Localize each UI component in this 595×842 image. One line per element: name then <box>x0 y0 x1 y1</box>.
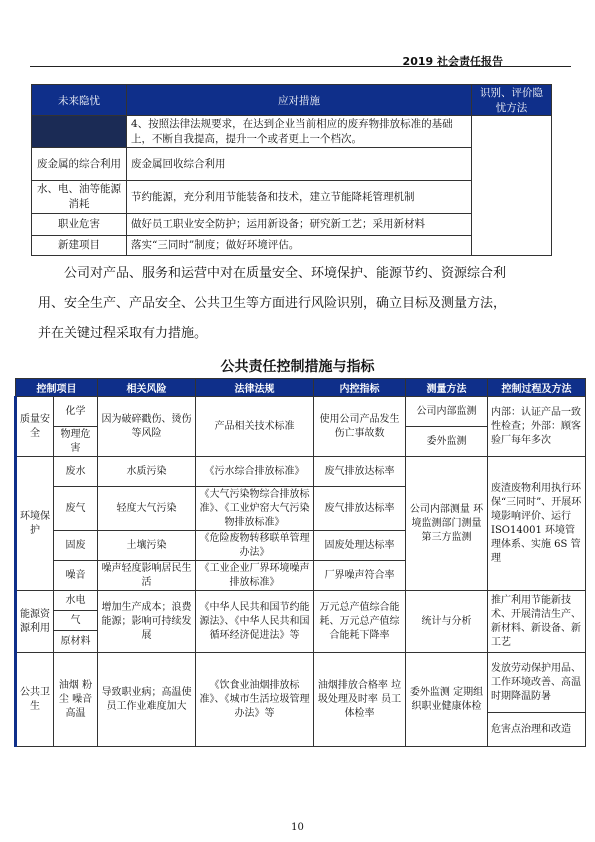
risk-cell <box>32 116 127 148</box>
law-cell: 《饮食业油烟排放标准》、《城市生活垃圾管理办法》等 <box>196 653 314 747</box>
law-cell: 《大气污染物综合排放标准》、《工业炉窑大气污染物排放标准》 <box>196 487 314 531</box>
category-quality: 质量安全 <box>16 397 54 457</box>
indicator-cell: 废气排放达标率 <box>314 457 406 487</box>
body-paragraph-line-3: 并在关键过程采取有力措施。 <box>38 326 208 341</box>
indicator-cell: 油烟排放合格率 垃圾处理及时率 员工体检率 <box>314 653 406 747</box>
ctrl-header-measure: 测量方法 <box>406 379 488 397</box>
sub-item: 气 <box>54 611 98 631</box>
page-number: 10 <box>291 822 304 833</box>
law-cell: 产品相关技术标准 <box>196 397 314 457</box>
category-health: 公共卫生 <box>16 653 54 747</box>
risk-cell: 新建项目 <box>32 236 127 256</box>
risk-cell: 水质污染 <box>98 457 196 487</box>
risk-header-method: 识别、评价隐忧方法 <box>472 85 552 116</box>
sub-item: 化学 <box>54 397 98 427</box>
indicator-cell: 固废处理达标率 <box>314 531 406 561</box>
indicator-cell: 厂界噪声符合率 <box>314 561 406 591</box>
risk-cell: 噪声轻度影响居民生活 <box>98 561 196 591</box>
ctrl-header-process: 控制过程及方法 <box>488 379 586 397</box>
risk-cell: 土壤污染 <box>98 531 196 561</box>
sub-item: 物理危害 <box>54 427 98 457</box>
law-cell: 《危险废物转移联单管理办法》 <box>196 531 314 561</box>
measure-cell: 废金属回收综合利用 <box>127 148 472 181</box>
measure-cell: 委外监测 <box>406 427 488 457</box>
risk-cell: 增加生产成本；浪费能源；影响可持续发展 <box>98 591 196 653</box>
category-environment: 环境保护 <box>16 457 54 591</box>
report-title: 2019 社会责任报告 <box>402 55 503 68</box>
sub-item: 水电 <box>54 591 98 611</box>
measure-cell: 节约能源，充分利用节能装备和技术，建立节能降耗管理机制 <box>127 181 472 214</box>
measure-cell: 公司内部测量 环境监测部门测量 第三方监测 <box>406 457 488 591</box>
risk-cell: 轻度大气污染 <box>98 487 196 531</box>
measure-cell: 委外监测 定期组织职业健康体检 <box>406 653 488 747</box>
process-cell: 发放劳动保护用品、工作环境改善、高温时期降温防暑 <box>488 653 586 713</box>
method-cell <box>472 116 552 256</box>
ctrl-header-indicator: 内控指标 <box>314 379 406 397</box>
control-table <box>14 378 586 747</box>
sub-item: 油烟 粉尘 噪音 高温 <box>54 653 98 747</box>
sub-item: 废水 <box>54 457 98 487</box>
risk-cell: 因为破碎戳伤、烫伤等风险 <box>98 397 196 457</box>
body-paragraph-line-2: 用、安全生产、产品安全、公共卫生等方面进行风险识别，确立目标及测量方法， <box>38 296 507 311</box>
measure-cell: 做好员工职业安全防护；运用新设备；研究新工艺；采用新材料 <box>127 214 472 236</box>
risk-cell: 废金属的综合利用 <box>32 148 127 181</box>
measure-cell: 落实“三同时”制度；做好环境评估。 <box>127 236 472 256</box>
ctrl-header-item: 控制项目 <box>16 379 98 397</box>
law-cell: 《工业企业厂界环境噪声排放标准》 <box>196 561 314 591</box>
measure-cell: 统计与分析 <box>406 591 488 653</box>
section-title: 公共责任控制措施与指标 <box>220 359 375 375</box>
process-cell: 推广利用节能新技术、开展清洁生产、新材料、新设备、新工艺 <box>488 591 586 653</box>
sub-item: 噪音 <box>54 561 98 591</box>
process-cell: 危害点治理和改造 <box>488 713 586 747</box>
risk-table <box>31 84 552 256</box>
law-cell: 《中华人民共和国节约能源法》、《中华人民共和国循环经济促进法》等 <box>196 591 314 653</box>
risk-cell: 水、电、油等能源消耗 <box>32 181 127 214</box>
law-cell: 《污水综合排放标准》 <box>196 457 314 487</box>
ctrl-header-law: 法律法规 <box>196 379 314 397</box>
process-cell: 内部：认证产品一致性检查；外部：顾客验厂每年多次 <box>488 397 586 457</box>
risk-cell: 职业危害 <box>32 214 127 236</box>
indicator-cell: 万元总产值综合能耗、万元总产值综合能耗下降率 <box>314 591 406 653</box>
sub-item: 原材料 <box>54 631 98 653</box>
header-divider <box>30 66 571 67</box>
measure-cell: 4、按照法律法规要求，在达到企业当前相应的废弃物排放标准的基础上，不断自我提高，提升一个或者更上一个档次。 <box>127 116 472 148</box>
risk-header-risk: 未来隐忧 <box>32 85 127 116</box>
indicator-cell: 使用公司产品发生伤亡事故数 <box>314 397 406 457</box>
sub-item: 固废 <box>54 531 98 561</box>
measure-cell: 公司内部监测 <box>406 397 488 427</box>
risk-header-measure: 应对措施 <box>127 85 472 116</box>
ctrl-header-risk: 相关风险 <box>98 379 196 397</box>
risk-cell: 导致职业病；高温使员工作业难度加大 <box>98 653 196 747</box>
category-energy: 能源资源利用 <box>16 591 54 653</box>
process-cell: 废渣废物利用执行环保“三同时”、开展环境影响评价、运行 ISO14001 环境管理体系、实施 6S 管理 <box>488 457 586 591</box>
sub-item: 废气 <box>54 487 98 531</box>
body-paragraph-line-1: 公司对产品、服务和运营中对在质量安全、环境保护、能源节约、资源综合利 <box>64 266 507 281</box>
indicator-cell: 废气排放达标率 <box>314 487 406 531</box>
